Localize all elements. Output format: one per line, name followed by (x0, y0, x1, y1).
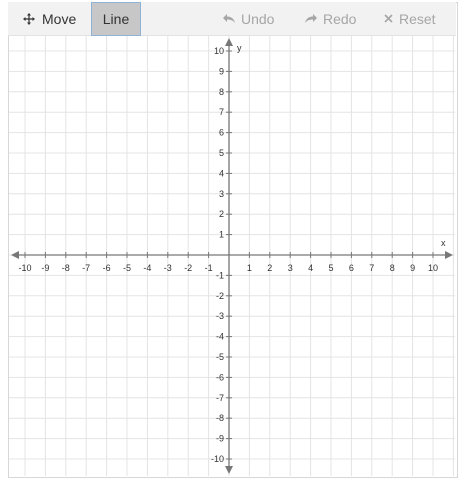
y-tick-label: 3 (218, 188, 224, 199)
y-tick-label: -1 (215, 270, 224, 281)
tick-labels (18, 43, 446, 464)
y-tick-label: 8 (218, 86, 224, 97)
x-tick-label: 5 (328, 263, 334, 273)
x-tick-label: -4 (143, 263, 152, 273)
y-tick-label: -7 (215, 392, 224, 403)
x-tick-label: 1 (246, 263, 252, 273)
move-button-label: Move (42, 10, 77, 27)
x-tick-label: 3 (287, 263, 293, 273)
x-tick-label: 10 (427, 263, 439, 273)
y-tick-label: -3 (215, 311, 224, 322)
x-tick-label: 4 (308, 263, 314, 273)
x-tick-label: 6 (348, 263, 354, 273)
grid (9, 36, 455, 476)
x-tick-label: -6 (102, 263, 111, 273)
x-tick-label: -8 (61, 263, 70, 273)
y-axis-arrow-down (225, 466, 233, 474)
x-tick-label: -10 (18, 263, 32, 273)
x-tick-label: 2 (267, 263, 273, 273)
line-button[interactable] (91, 2, 141, 36)
move-button[interactable] (23, 2, 76, 35)
y-tick-label: -10 (210, 454, 224, 464)
x-axis-arrow-left (11, 251, 19, 259)
y-tick-label: -2 (215, 290, 224, 301)
x-tick-label: -3 (163, 263, 172, 273)
x-tick-label: -7 (82, 263, 91, 273)
x-tick-label: 7 (369, 263, 375, 273)
y-axis-label: y (237, 43, 242, 53)
y-tick-label: 1 (218, 229, 224, 240)
y-tick-label: 10 (213, 46, 224, 56)
x-tick-label: 8 (389, 263, 395, 273)
reset-button[interactable] (384, 2, 436, 35)
x-tick-label: 9 (410, 263, 416, 273)
x-tick-label: -9 (41, 263, 50, 273)
undo-button-label: Undo (241, 10, 275, 27)
y-tick-label: -5 (215, 352, 224, 362)
y-tick-label: -6 (215, 372, 224, 383)
x-axis-label: x (441, 238, 446, 248)
y-tick-label: 4 (218, 168, 224, 179)
undo-icon (223, 14, 235, 24)
x-tick-label: -2 (184, 263, 193, 273)
x-axis-arrow-right (445, 251, 453, 259)
reset-button-label: Reset (399, 10, 436, 27)
redo-icon (305, 14, 317, 24)
redo-button[interactable] (305, 2, 356, 35)
y-tick-label: -8 (215, 413, 224, 424)
toolbar (8, 2, 456, 36)
y-tick-label: -9 (215, 433, 224, 444)
y-axis-arrow-up (225, 38, 233, 46)
undo-button[interactable] (223, 2, 274, 35)
x-tick-label: -1 (204, 263, 213, 273)
y-tick-label: -4 (215, 331, 224, 342)
y-tick-label: 7 (218, 107, 224, 118)
move-icon (23, 13, 35, 25)
y-tick-label: 5 (218, 148, 224, 158)
y-tick-label: 6 (218, 127, 224, 138)
axes (11, 38, 453, 474)
y-tick-label: 9 (218, 66, 224, 77)
close-icon (384, 14, 393, 23)
x-tick-label: -5 (122, 263, 132, 273)
redo-button-label: Redo (323, 10, 357, 27)
y-tick-label: 2 (218, 209, 224, 220)
line-button-label: Line (102, 11, 130, 27)
